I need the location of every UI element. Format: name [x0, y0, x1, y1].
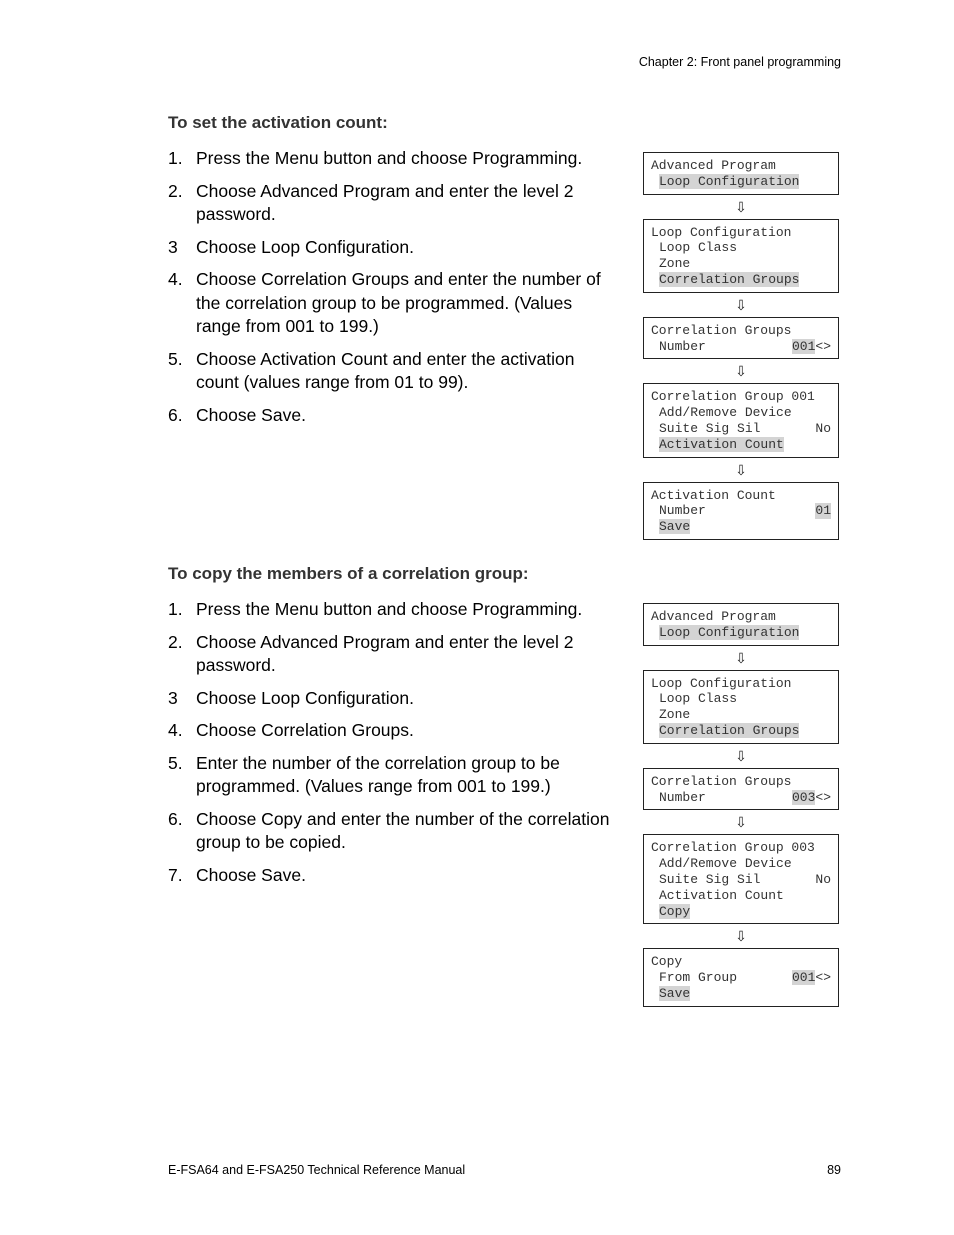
- lcd-selected-item: Copy: [659, 903, 691, 919]
- down-arrow-icon: ⇩: [735, 198, 747, 215]
- lcd-selected-item: Loop Configuration: [659, 624, 800, 640]
- step: [168, 631, 616, 678]
- lcd-label: Number: [659, 338, 706, 354]
- step-number: 1.: [168, 599, 183, 619]
- step-text: Choose Activation Count and enter the activation count (values range from 01 to 99).: [196, 348, 575, 392]
- lcd-item: Activation Count: [659, 887, 784, 903]
- lcd-nav: <>: [815, 970, 831, 986]
- step-number: 5.: [168, 348, 183, 369]
- lcd-nav: <>: [815, 338, 831, 354]
- lcd-title: Correlation Groups: [651, 322, 792, 338]
- lcd-item: Suite Sig Sil: [659, 420, 761, 436]
- down-arrow-icon: ⇩: [735, 296, 747, 313]
- step-text: Enter the number of the correlation group to be programmed. (Values range from 001 to 199.): [196, 752, 560, 796]
- procedure-steps: [168, 598, 616, 887]
- step: [168, 147, 616, 171]
- lcd-item: Add/Remove Device: [659, 856, 792, 872]
- lcd-item: Zone: [659, 707, 691, 723]
- lcd-screen-activation-count: [643, 482, 839, 540]
- lcd-screen-loop-configuration: [643, 219, 839, 293]
- step-number: 2.: [168, 180, 183, 201]
- step: [168, 180, 616, 227]
- lcd-label: From Group: [659, 970, 738, 986]
- down-arrow-icon: ⇩: [735, 461, 747, 478]
- step-text: Choose Correlation Groups.: [196, 720, 414, 740]
- step: [168, 404, 616, 428]
- down-arrow-icon: ⇩: [735, 649, 747, 666]
- down-arrow-icon: ⇩: [735, 747, 747, 764]
- lcd-screen-loop-configuration: [643, 670, 839, 744]
- lcd-selected-item: Correlation Groups: [659, 722, 800, 738]
- step-number: 3: [168, 236, 178, 257]
- lcd-title: Copy: [651, 954, 683, 970]
- lcd-nav: <>: [815, 789, 831, 805]
- step-text: Choose Loop Configuration.: [196, 687, 414, 708]
- lcd-screen-correlation-group: [643, 383, 839, 457]
- lcd-selected-item: Loop Configuration: [659, 173, 800, 189]
- step-text: Choose Correlation Groups and enter the number of the correlation group to be programmed. (Values range from 001 to 199.): [196, 269, 601, 336]
- lcd-item: Add/Remove Device: [659, 405, 792, 421]
- lcd-title: Activation Count: [651, 487, 776, 503]
- step-number: 6.: [168, 404, 183, 425]
- lcd-flow-activation-count: [643, 152, 839, 540]
- step: [168, 268, 616, 339]
- step-number: 7.: [168, 864, 183, 885]
- step-text: Press the Menu button and choose Programming.: [196, 148, 583, 168]
- step-number: 4.: [168, 269, 183, 289]
- step-text: Choose Advanced Program and enter the level 2 password.: [196, 180, 574, 224]
- lcd-title: Correlation Group 003: [651, 840, 815, 856]
- step: [168, 752, 616, 799]
- section-set-activation-count: [168, 113, 616, 436]
- step: [168, 719, 616, 743]
- running-header: Chapter 2: Front panel programming: [638, 55, 841, 69]
- step: [168, 808, 616, 855]
- step-number: 3: [168, 687, 178, 708]
- step: [168, 348, 616, 395]
- lcd-title: Advanced Program: [651, 609, 776, 624]
- step-number: 4.: [168, 720, 183, 740]
- lcd-screen-advanced-program: [643, 603, 839, 646]
- step-text: Choose Copy and enter the number of the correlation group to be copied.: [196, 808, 610, 852]
- lcd-selected-item: Save: [659, 519, 691, 535]
- lcd-value: 001: [791, 970, 816, 986]
- lcd-selected-item: Activation Count: [659, 436, 784, 452]
- step-text: Choose Save.: [196, 864, 306, 885]
- lcd-value: No: [815, 420, 831, 436]
- lcd-item: Suite Sig Sil: [659, 871, 761, 887]
- step: [168, 236, 616, 260]
- lcd-title: Correlation Group 001: [651, 389, 815, 405]
- lcd-title: Loop Configuration: [651, 675, 792, 691]
- step: [168, 864, 616, 888]
- lcd-value: 01: [815, 503, 831, 519]
- lcd-title: Correlation Groups: [651, 773, 792, 789]
- down-arrow-icon: ⇩: [735, 928, 747, 945]
- lcd-value: 003: [791, 789, 816, 805]
- down-arrow-icon: ⇩: [735, 363, 747, 380]
- step: [168, 687, 616, 711]
- step-number: 6.: [168, 808, 183, 829]
- lcd-title: Advanced Program: [651, 158, 776, 173]
- lcd-value: 001: [791, 338, 816, 354]
- step-number: 5.: [168, 752, 183, 773]
- step-number: 1.: [168, 148, 183, 168]
- lcd-item: Zone: [659, 256, 691, 272]
- lcd-selected-item: Save: [659, 985, 691, 1001]
- lcd-screen-copy: [643, 948, 839, 1006]
- lcd-screen-correlation-groups: [643, 768, 839, 811]
- step-text: Choose Loop Configuration.: [196, 236, 414, 257]
- section-copy-correlation-group: [168, 564, 616, 896]
- section-heading: To set the activation count:: [168, 113, 388, 132]
- lcd-item: Loop Class: [659, 240, 738, 256]
- lcd-item: Loop Class: [659, 691, 738, 707]
- page-number: 89: [827, 1163, 841, 1177]
- lcd-flow-copy-group: [643, 603, 839, 1007]
- step-number: 2.: [168, 631, 183, 652]
- lcd-screen-correlation-group: [643, 834, 839, 924]
- lcd-title: Loop Configuration: [651, 224, 792, 240]
- step-text: Choose Save.: [196, 404, 306, 425]
- procedure-steps: [168, 147, 616, 427]
- lcd-selected-item: Correlation Groups: [659, 271, 800, 287]
- step-text: Choose Advanced Program and enter the level 2 password.: [196, 631, 574, 675]
- section-heading: To copy the members of a correlation group:: [168, 564, 529, 583]
- step: [168, 598, 616, 622]
- lcd-screen-correlation-groups: [643, 317, 839, 360]
- step-text: Press the Menu button and choose Programming.: [196, 599, 583, 619]
- lcd-value: No: [815, 871, 831, 887]
- lcd-screen-advanced-program: [643, 152, 839, 195]
- lcd-label: Number: [659, 503, 706, 519]
- down-arrow-icon: ⇩: [735, 814, 747, 831]
- lcd-label: Number: [659, 789, 706, 805]
- footer-manual-title: E-FSA64 and E-FSA250 Technical Reference Manual: [168, 1163, 466, 1177]
